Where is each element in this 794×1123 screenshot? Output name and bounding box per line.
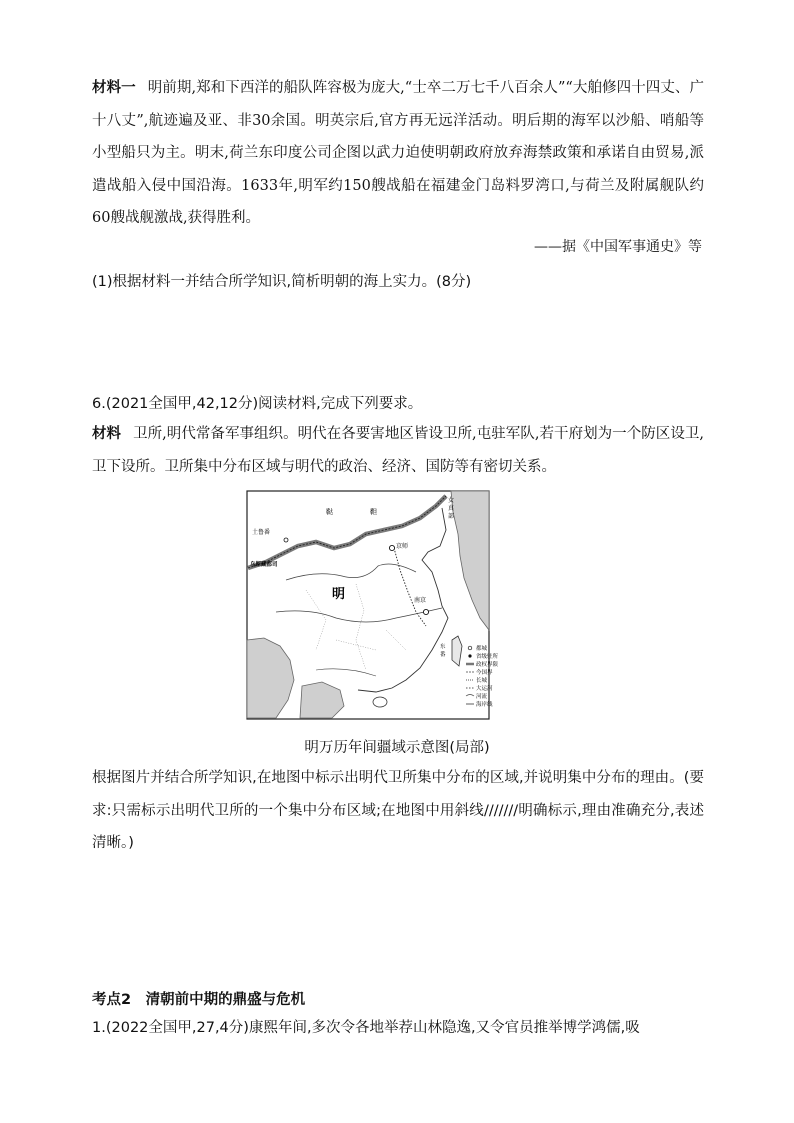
map-label-ming: 明 (332, 587, 346, 602)
question-1: (1)根据材料一并结合所学知识,简析明朝的海上实力。(8分) (92, 274, 472, 290)
map-label-wusizang: 乌斯藏都司 (250, 562, 278, 568)
question-6-header: 6.(2021全国甲,42,12分)阅读材料,完成下列要求。 (92, 396, 423, 412)
material-one-source: ——据《中国军事通史》等 (534, 239, 702, 255)
material-one-label: 材料一 (92, 79, 136, 96)
beijing-marker (389, 545, 394, 550)
map-label-nanjing: 南京 (414, 597, 427, 604)
map-caption: 明万历年间疆域示意图(局部) (304, 740, 490, 756)
legend-capital: 都城 (476, 646, 488, 652)
map-label-dada-2: 靼 (370, 508, 377, 516)
map-label-nvzhen-2: 真 (448, 505, 455, 512)
legend-great-wall: 长城 (476, 678, 488, 684)
material-one-text: 明前期,郑和下西洋的船队阵容极为庞大,“士卒二万七千八百余人”“大舶修四十四丈、广十八丈”,航迹遍及亚、非30余国。明英宗后,官方再无远洋活动。明后期的海军以沙船、哨船等小型船只为主。明末,荷兰东印度公司企图以武力迫使明朝政府放弃海禁政策和承诺自由贸易,派遣战船入侵中国沿海。1633年,明军约150艘战船在福建金门岛料罗湾口,与荷兰及附属舰队约60艘战舰激战,获得胜利。 (92, 80, 704, 226)
question-6-material (92, 418, 704, 483)
nanjing-marker (423, 609, 428, 614)
map-svg (246, 490, 499, 720)
legend-symbol-provincial (468, 654, 471, 657)
ming-territory-map (246, 490, 499, 720)
hainan-island (373, 697, 387, 707)
legend-symbol-capital (468, 646, 472, 650)
map-label-jingshi: 京师 (396, 543, 409, 550)
legend-river: 河流 (476, 694, 488, 700)
map-label-tulufan: 土鲁番 (252, 529, 271, 536)
map-label-taiwan-1: 东 (440, 644, 446, 650)
legend-national-border: 今国界 (476, 670, 493, 676)
tulufan-marker (284, 538, 288, 542)
material-one-paragraph (92, 72, 704, 235)
question-6-material-label: 材料 (92, 425, 122, 442)
question-6-material-text: 卫所,明代常备军事组织。明代在各要害地区皆设卫所,屯驻军队,若干府划为一个防区设卫,卫下设所。卫所集中分布区域与明代的政治、经济、国防等有密切关系。 (92, 426, 705, 475)
legend-provincial: 省级驻所 (476, 654, 499, 660)
legend-coastline: 海岸线 (476, 702, 493, 708)
map-label-nvzhen-1: 女 (448, 497, 455, 504)
section-2-title: 考点2 清朝前中期的鼎盛与危机 (92, 992, 306, 1008)
map-label-dada: 鞑 (326, 508, 333, 516)
legend-regime-border: 政权界限 (476, 662, 499, 668)
map-label-nvzhen-3: 部 (448, 513, 455, 520)
next-question-1: 1.(2022全国甲,27,4分)康熙年间,多次令各地举荐山林隐逸,又令官员推举博学鸿儒,吸 (92, 1020, 640, 1036)
question-6-task: 根据图片并结合所学知识,在地图中标示出明代卫所集中分布的区域,并说明集中分布的理由。(要求:只需标示出明代卫所的一个集中分布区域;在地图中用斜线///////明确标示,理由准确充分,表述清晰。) (92, 770, 704, 851)
map-label-taiwan-2: 番 (440, 652, 446, 658)
legend-canal: 大运河 (476, 686, 493, 692)
